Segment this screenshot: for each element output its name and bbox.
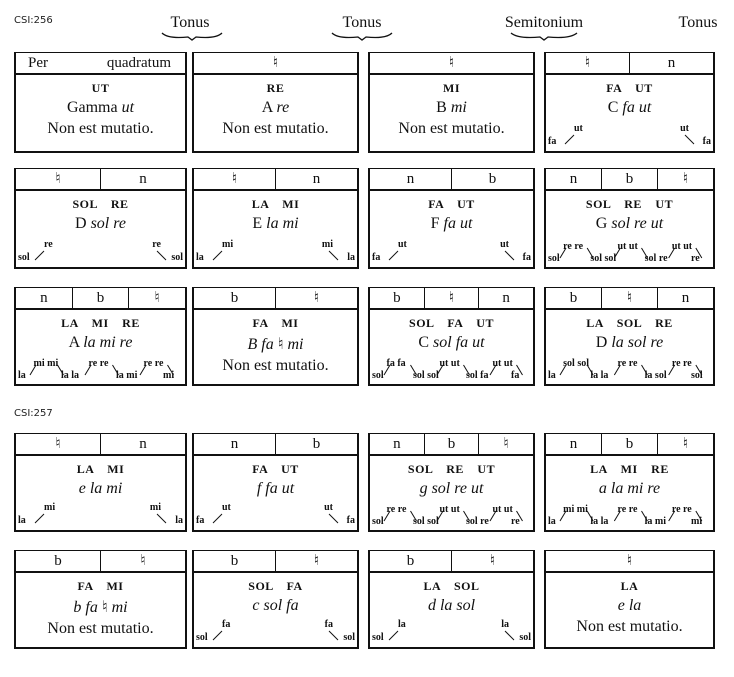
hard-hexachord-sign: n <box>393 436 401 452</box>
mutation-chain <box>372 239 531 265</box>
mutation-note: Non est mutatio. <box>47 120 154 137</box>
mutation-line <box>35 514 44 523</box>
mutation-syllable: sol <box>372 632 384 643</box>
note-letter: e <box>78 480 86 497</box>
mutation-note: Non est mutatio. <box>398 120 505 137</box>
mutation-syllable: la <box>175 515 183 526</box>
cell-header <box>194 288 357 310</box>
mutation-syllable: sol sol <box>590 253 617 264</box>
note-letter: D <box>595 334 608 351</box>
mutation-syllable: la <box>501 619 509 630</box>
cell-header <box>546 434 713 456</box>
mutation-chain <box>196 619 355 645</box>
note-name <box>194 597 357 615</box>
mutation-syllable: re <box>44 239 53 250</box>
figure-ref-257: CSI:257 <box>14 408 53 419</box>
note-letter: c <box>252 597 260 614</box>
flat-sign: b <box>54 553 62 569</box>
note-name <box>546 99 713 117</box>
note-name <box>16 99 185 117</box>
syllables: LA MI <box>76 462 125 476</box>
mutation-syllable: sol sol <box>413 516 439 527</box>
cell-header <box>194 53 357 75</box>
cell-header <box>194 551 357 573</box>
syllables: RE <box>266 81 285 95</box>
note-syllables: la mi re <box>83 334 133 351</box>
syllables: FA MI <box>252 316 299 330</box>
flat-sign: b <box>230 553 239 569</box>
hexachord-cell <box>368 287 535 386</box>
syllables: LA MI <box>251 197 300 211</box>
syllables: FA UT <box>428 197 475 211</box>
cell-header <box>546 169 713 191</box>
hexachord-cell <box>368 52 535 153</box>
syllables: SOL RE <box>72 197 129 211</box>
note-syllables: la sol re <box>611 334 664 351</box>
mutation-note: Non est mutatio. <box>222 357 329 374</box>
mutation-syllable: sol <box>18 252 30 263</box>
mutation-syllable: re <box>511 516 520 527</box>
mutation-syllable: mi <box>691 516 703 527</box>
mutation-line <box>329 631 338 640</box>
note-letter: C <box>607 99 619 116</box>
cell-header <box>194 169 357 191</box>
mutation-syllable: sol fa <box>466 370 489 381</box>
natural-sign: ♮ <box>231 171 238 187</box>
note-letter: f <box>256 480 262 497</box>
hexachord-cell <box>368 168 535 269</box>
mutation-chain <box>548 502 711 528</box>
mutation-chain <box>196 502 355 528</box>
mutation-syllable: la <box>196 252 204 263</box>
cell-header <box>370 434 533 456</box>
hard-hexachord-sign: n <box>569 171 578 187</box>
mutation-syllable: fa <box>196 515 205 526</box>
note-letter: B <box>436 99 447 116</box>
natural-sign: ♮ <box>424 288 479 308</box>
syllables: UT <box>91 81 110 95</box>
natural-sign: ♮ <box>584 55 591 71</box>
note-letter: A <box>261 99 273 116</box>
note-letter: a <box>598 480 607 497</box>
mutation-chain <box>372 502 531 528</box>
mutation-line <box>329 251 338 260</box>
note-name <box>546 480 713 498</box>
note-name <box>16 480 185 498</box>
flat-sign: b <box>451 169 533 189</box>
note-name <box>194 99 357 117</box>
hexachord-cell <box>14 168 187 269</box>
mutation-syllable: ut ut <box>671 241 693 252</box>
figure-ref-256: CSI:256 <box>14 15 53 26</box>
note-syllables: ut <box>121 99 135 116</box>
interval-text: Semitonium <box>504 14 584 31</box>
mutation-syllable: sol <box>548 253 560 264</box>
mutation-chain <box>548 356 711 382</box>
mutation-syllable: re re <box>563 241 584 252</box>
syllables: LA SOL RE <box>586 316 673 330</box>
hard-hexachord-sign: n <box>230 436 239 452</box>
natural-sign: ♮ <box>478 434 533 454</box>
hexachord-cell <box>368 433 535 532</box>
hexachord-cell <box>544 287 715 386</box>
note-name <box>194 480 357 498</box>
cell-header <box>16 551 185 573</box>
note-syllables: la sol <box>439 597 476 614</box>
note-letter: B <box>247 336 258 353</box>
brace-icon <box>494 31 594 41</box>
note-name <box>16 597 185 617</box>
brace-icon <box>330 31 394 41</box>
syllables: SOL FA UT <box>409 316 494 330</box>
hard-hexachord-sign: n <box>569 436 578 452</box>
mutation-syllable: ut <box>324 502 333 513</box>
cell-header <box>16 53 185 75</box>
natural-sign: ♮ <box>657 169 713 189</box>
flat-sign: b <box>72 288 129 308</box>
natural-sign: ♮ <box>55 171 61 187</box>
cell-header <box>16 169 185 191</box>
hard-hexachord-sign: n <box>657 288 713 308</box>
note-syllables: la mi re <box>610 480 661 497</box>
note-syllables: sol re ut <box>431 480 484 497</box>
interval-label <box>330 14 394 41</box>
cell-header <box>16 434 185 456</box>
flat-sign: b <box>406 553 415 569</box>
note-name <box>370 215 533 233</box>
hexachord-cell <box>192 52 359 153</box>
mutation-syllable: fa fa <box>386 358 406 369</box>
natural-sign: ♮ <box>128 288 185 308</box>
mutation-syllable: sol <box>372 516 384 527</box>
hexachord-cell <box>14 550 187 649</box>
note-name <box>16 334 185 352</box>
mutation-syllable: sol <box>343 632 355 643</box>
note-letter: A <box>68 334 80 351</box>
natural-sign: ♮ <box>272 55 279 71</box>
mutation-line <box>329 514 338 523</box>
brace-icon <box>160 31 220 41</box>
mutation-syllable: fa <box>372 252 381 263</box>
flat-sign: b <box>393 290 401 306</box>
mutation-syllable: mi <box>321 239 333 250</box>
note-letter: d <box>427 597 436 614</box>
mutation-chain <box>372 619 531 645</box>
hard-hexachord-sign: n <box>275 169 357 189</box>
note-name <box>546 215 713 233</box>
mutation-line <box>157 251 166 260</box>
hexachord-cell <box>192 168 359 269</box>
cell-header <box>546 53 713 75</box>
mutation-syllable: ut <box>222 502 231 513</box>
mutation-syllable: ut ut <box>439 504 460 515</box>
cell-header <box>16 288 185 310</box>
note-name <box>546 334 713 352</box>
mutation-syllable: sol re <box>466 516 489 527</box>
header-word: quadratum <box>106 55 171 71</box>
mutation-line <box>157 514 166 523</box>
note-letter: G <box>595 215 608 232</box>
mutation-syllable: sol <box>171 252 183 263</box>
interval-text: Tonus <box>342 14 382 31</box>
mutation-syllable: fa <box>702 136 711 147</box>
note-syllables: la <box>628 597 642 614</box>
note-syllables: la mi <box>89 480 123 497</box>
mutation-syllable: ut ut <box>492 358 513 369</box>
hard-hexachord-sign: n <box>478 288 533 308</box>
mutation-syllable: re re <box>617 504 638 515</box>
mutation-line <box>565 135 574 144</box>
mutation-syllable: ut <box>680 123 689 134</box>
mutation-syllable: mi <box>149 502 161 513</box>
note-letter: F <box>430 215 440 232</box>
natural-sign: ♮ <box>275 288 357 308</box>
cell-header <box>546 288 713 310</box>
mutation-chain <box>18 356 183 382</box>
header-label <box>16 53 185 73</box>
natural-sign: ♮ <box>448 55 455 71</box>
note-letter: E <box>252 215 263 232</box>
note-letter: C <box>418 334 430 351</box>
mutation-syllable: mi <box>44 502 56 513</box>
hexachord-cell <box>14 287 187 386</box>
note-name <box>370 480 533 498</box>
mutation-chain <box>18 239 183 265</box>
syllables: FA UT <box>606 81 653 95</box>
natural-sign: ♮ <box>55 436 61 452</box>
hexachord-cell <box>192 433 359 532</box>
syllables: SOL FA <box>248 579 303 593</box>
mutation-syllable: ut ut <box>492 504 513 515</box>
note-syllables: fa ♮ mi <box>85 599 128 616</box>
hexachord-cell <box>544 433 715 532</box>
mutation-chain <box>372 356 531 382</box>
note-syllables: la mi <box>266 215 299 232</box>
cell-header <box>546 551 713 573</box>
natural-sign: ♮ <box>657 434 713 454</box>
mutation-chain <box>196 239 355 265</box>
hexachord-cell <box>14 52 187 153</box>
mutation-syllable: sol <box>519 632 531 643</box>
mutation-syllable: mi <box>222 239 234 250</box>
mutation-syllable: sol <box>196 632 208 643</box>
cell-header <box>370 288 533 310</box>
flat-sign: b <box>569 290 578 306</box>
note-syllables: fa ut <box>622 99 652 116</box>
note-name <box>370 597 533 615</box>
mutation-syllable: fa <box>522 252 531 263</box>
mutation-line <box>505 631 514 640</box>
mutation-syllable: re <box>152 239 161 250</box>
mutation-syllable: ut ut <box>439 358 460 369</box>
mutation-syllable: fa <box>511 370 520 381</box>
hard-hexachord-sign: n <box>100 434 185 454</box>
mutation-syllable: fa <box>222 619 231 630</box>
syllables: LA SOL <box>423 579 480 593</box>
flat-sign: b <box>424 434 479 454</box>
mutation-line <box>213 251 222 260</box>
mutation-syllable: la <box>347 252 355 263</box>
note-letter: b <box>73 599 82 616</box>
note-syllables: fa ut <box>443 215 473 232</box>
note-syllables: re <box>276 99 290 116</box>
interval-text: Tonus <box>170 14 210 31</box>
note-syllables: mi <box>450 99 467 116</box>
mutation-syllable: mi mi <box>563 504 588 515</box>
mutation-chain <box>18 502 183 528</box>
note-name <box>194 215 357 233</box>
note-letter: e <box>617 597 625 614</box>
note-syllables: sol re <box>90 215 126 232</box>
mutation-syllable: la la <box>61 370 80 381</box>
mutation-syllable: fa <box>548 136 557 147</box>
flat-sign: b <box>230 290 239 306</box>
mutation-syllable: sol <box>372 370 384 381</box>
mutation-syllable: sol sol <box>413 370 439 381</box>
mutation-syllable: re re <box>88 358 109 369</box>
hard-hexachord-sign: n <box>629 53 713 73</box>
mutation-syllable: re re <box>386 504 407 515</box>
hexachord-cell <box>14 433 187 532</box>
flat-sign: b <box>601 434 657 454</box>
note-syllables: fa ♮ mi <box>261 336 304 353</box>
note-name <box>546 597 713 615</box>
mutation-syllable: la <box>398 619 406 630</box>
hexachord-cell <box>192 287 359 386</box>
mutation-syllable: ut <box>500 239 509 250</box>
hard-hexachord-sign: n <box>100 169 185 189</box>
mutation-line <box>213 514 222 523</box>
syllables: LA MI RE <box>590 462 669 476</box>
hexachord-cell <box>192 550 359 649</box>
mutation-syllable: la <box>18 370 26 381</box>
note-name <box>16 215 185 233</box>
note-name <box>194 334 357 354</box>
mutation-syllable: la <box>548 516 556 527</box>
hexachord-cell <box>544 168 715 269</box>
mutation-syllable: la sol <box>644 370 667 381</box>
mutation-syllable: la la <box>590 370 609 381</box>
mutation-note: Non est mutatio. <box>222 120 329 137</box>
cell-header <box>370 169 533 191</box>
mutation-syllable: re <box>691 253 700 264</box>
mutation-syllable: ut <box>398 239 407 250</box>
mutation-note: Non est mutatio. <box>47 620 154 637</box>
flat-sign: b <box>275 434 357 454</box>
syllables: LA <box>620 579 639 593</box>
mutation-syllable: mi mi <box>33 358 59 369</box>
syllables: FA UT <box>252 462 299 476</box>
note-letter: g <box>419 480 428 497</box>
mutation-chain <box>548 123 711 149</box>
natural-sign: ♮ <box>626 553 633 569</box>
syllables: FA MI <box>77 579 124 593</box>
interval-label <box>160 14 220 41</box>
mutation-syllable: la <box>18 515 26 526</box>
hard-hexachord-sign: n <box>40 290 48 306</box>
note-name <box>370 334 533 352</box>
natural-sign: ♮ <box>100 551 185 571</box>
note-letter: Gamma <box>66 99 118 116</box>
mutation-syllable: re re <box>671 504 692 515</box>
mutation-syllable: re re <box>617 358 638 369</box>
mutation-syllable: sol <box>691 370 703 381</box>
flat-sign: b <box>601 169 657 189</box>
note-letter: D <box>75 215 87 232</box>
hard-hexachord-sign: n <box>406 171 415 187</box>
note-syllables: sol re ut <box>611 215 664 232</box>
mutation-syllable: ut ut <box>617 241 638 252</box>
cell-header <box>370 53 533 75</box>
mutation-syllable: sol re <box>644 253 668 264</box>
mutation-line <box>389 251 398 260</box>
note-syllables: sol fa <box>263 597 299 614</box>
hexachord-cell <box>544 550 715 649</box>
natural-sign: ♮ <box>275 551 357 571</box>
mutation-chain <box>548 239 711 265</box>
cell-header <box>194 434 357 456</box>
mutation-line <box>213 631 222 640</box>
hexachord-cell <box>544 52 715 153</box>
hexachord-cell <box>368 550 535 649</box>
natural-sign: ♮ <box>451 551 533 571</box>
mutation-syllable: re re <box>143 358 164 369</box>
mutation-syllable: re re <box>671 358 692 369</box>
mutation-syllable: fa <box>324 619 333 630</box>
mutation-note: Non est mutatio. <box>576 618 683 635</box>
mutation-line <box>389 631 398 640</box>
mutation-syllable: ut <box>574 123 583 134</box>
syllables: SOL RE UT <box>407 462 496 476</box>
mutation-line <box>685 135 694 144</box>
header-word: Per <box>28 55 48 71</box>
note-syllables: sol fa ut <box>433 334 485 351</box>
mutation-line <box>505 251 514 260</box>
note-syllables: fa ut <box>265 480 295 497</box>
mutation-syllable: la la <box>590 516 609 527</box>
syllables: MI <box>443 81 460 95</box>
mutation-syllable: mi <box>163 370 175 381</box>
note-name <box>370 99 533 117</box>
interval-label <box>670 14 726 32</box>
mutation-line <box>35 251 44 260</box>
cell-header <box>370 551 533 573</box>
mutation-syllable: sol sol <box>563 358 589 369</box>
interval-label <box>494 14 594 41</box>
syllables: LA MI RE <box>61 316 140 330</box>
interval-text: Tonus <box>678 14 718 31</box>
mutation-syllable: la mi <box>644 516 667 527</box>
natural-sign: ♮ <box>601 288 657 308</box>
mutation-syllable: fa <box>346 515 355 526</box>
syllables: SOL RE UT <box>585 197 674 211</box>
mutation-syllable: la mi <box>116 370 138 381</box>
mutation-syllable: la <box>548 370 556 381</box>
